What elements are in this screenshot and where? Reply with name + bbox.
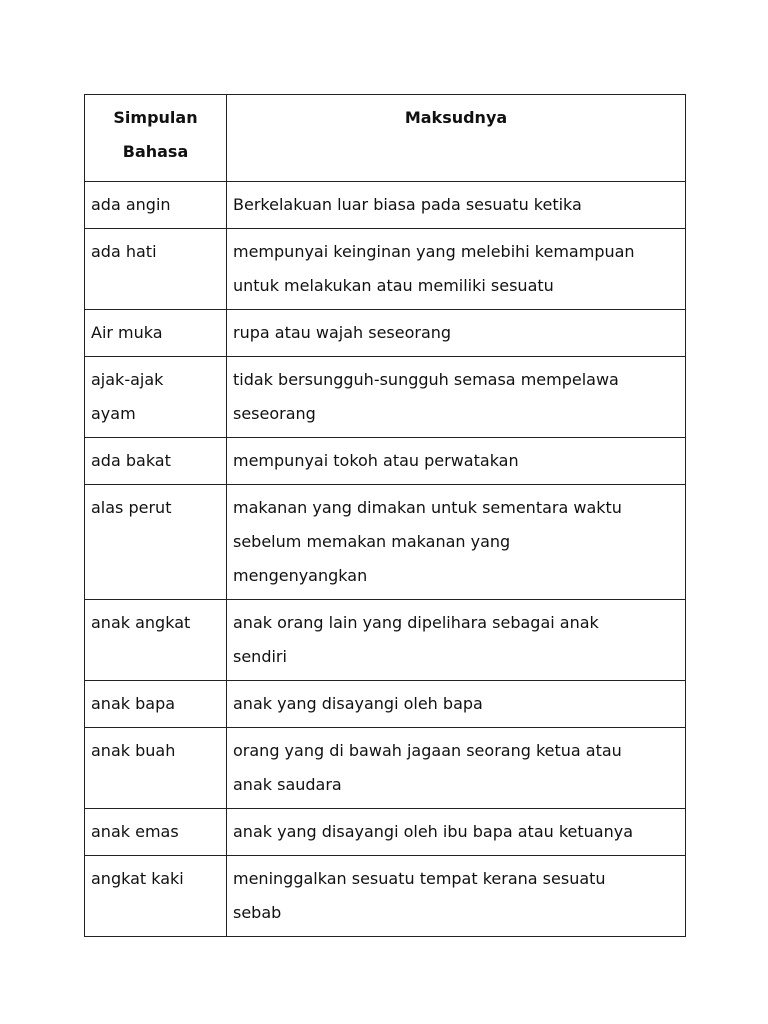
cell-text-line: ada hati [91, 242, 157, 261]
cell-text-line: Berkelakuan luar biasa pada sesuatu ketika [233, 195, 582, 214]
cell-text-line: untuk melakukan atau memiliki sesuatu [233, 276, 554, 295]
table-row [85, 600, 686, 681]
cell-text-line: rupa atau wajah seseorang [233, 323, 452, 342]
meaning-cell [227, 310, 686, 357]
table-row [85, 182, 686, 229]
simpulan-bahasa-table [84, 94, 686, 937]
cell-text-line: makanan yang dimakan untuk sementara waktu [233, 498, 622, 517]
table-row [85, 357, 686, 438]
table-row [85, 809, 686, 856]
table-row [85, 438, 686, 485]
cell-text-line: meninggalkan sesuatu tempat kerana sesuatu [233, 869, 606, 888]
meaning-cell [227, 229, 686, 310]
header-simpulan-bahasa [85, 95, 227, 182]
meaning-cell [227, 856, 686, 937]
cell-text-line: Simpulan [113, 108, 198, 127]
cell-text-line: orang yang di bawah jagaan seorang ketua atau [233, 741, 622, 760]
table-row [85, 485, 686, 600]
table-row [85, 229, 686, 310]
meaning-cell [227, 438, 686, 485]
cell-text-line: Maksudnya [404, 108, 508, 127]
cell-text-line: sendiri [233, 647, 287, 666]
meaning-cell [227, 681, 686, 728]
meaning-cell [227, 809, 686, 856]
term-cell [85, 357, 227, 438]
term-cell [85, 856, 227, 937]
cell-text-line: anak bapa [91, 694, 176, 713]
cell-text-line: alas perut [91, 498, 172, 517]
cell-text-line: sebab [233, 903, 282, 922]
cell-text-line: anak angkat [91, 613, 191, 632]
term-cell [85, 809, 227, 856]
meaning-cell [227, 485, 686, 600]
term-cell [85, 310, 227, 357]
header-maksudnya [227, 95, 686, 182]
cell-text-line: ada angin [91, 195, 171, 214]
cell-text-line: ada bakat [91, 451, 171, 470]
table-row [85, 856, 686, 937]
term-cell [85, 438, 227, 485]
cell-text-line: anak yang disayangi oleh ibu bapa atau ketuanya [233, 822, 634, 841]
term-cell [85, 600, 227, 681]
term-cell [85, 485, 227, 600]
term-cell [85, 728, 227, 809]
cell-text-line: Bahasa [122, 142, 189, 161]
cell-text-line: mengenyangkan [233, 566, 368, 585]
cell-text-line: anak saudara [233, 775, 342, 794]
table-row [85, 681, 686, 728]
cell-text-line: sebelum memakan makanan yang [233, 532, 511, 551]
term-cell [85, 681, 227, 728]
cell-text-line: anak buah [91, 741, 176, 760]
term-cell [85, 182, 227, 229]
meaning-cell [227, 600, 686, 681]
meaning-cell [227, 357, 686, 438]
term-cell [85, 229, 227, 310]
meaning-cell [227, 182, 686, 229]
table-row [85, 728, 686, 809]
cell-text-line: anak orang lain yang dipelihara sebagai anak [233, 613, 599, 632]
meaning-cell [227, 728, 686, 809]
cell-text-line: tidak bersungguh-sungguh semasa mempelawa [233, 370, 619, 389]
cell-text-line: ajak-ajak [91, 370, 164, 389]
cell-text-line: mempunyai keinginan yang melebihi kemampuan [233, 242, 635, 261]
cell-text-line: mempunyai tokoh atau perwatakan [233, 451, 519, 470]
table-row [85, 310, 686, 357]
cell-text-line: anak emas [91, 822, 179, 841]
cell-text-line: angkat kaki [91, 869, 184, 888]
cell-text-line: Air muka [91, 323, 163, 342]
table-header-row [85, 95, 686, 182]
cell-text-line: anak yang disayangi oleh bapa [233, 694, 483, 713]
cell-text-line: seseorang [233, 404, 316, 423]
cell-text-line: ayam [91, 404, 136, 423]
